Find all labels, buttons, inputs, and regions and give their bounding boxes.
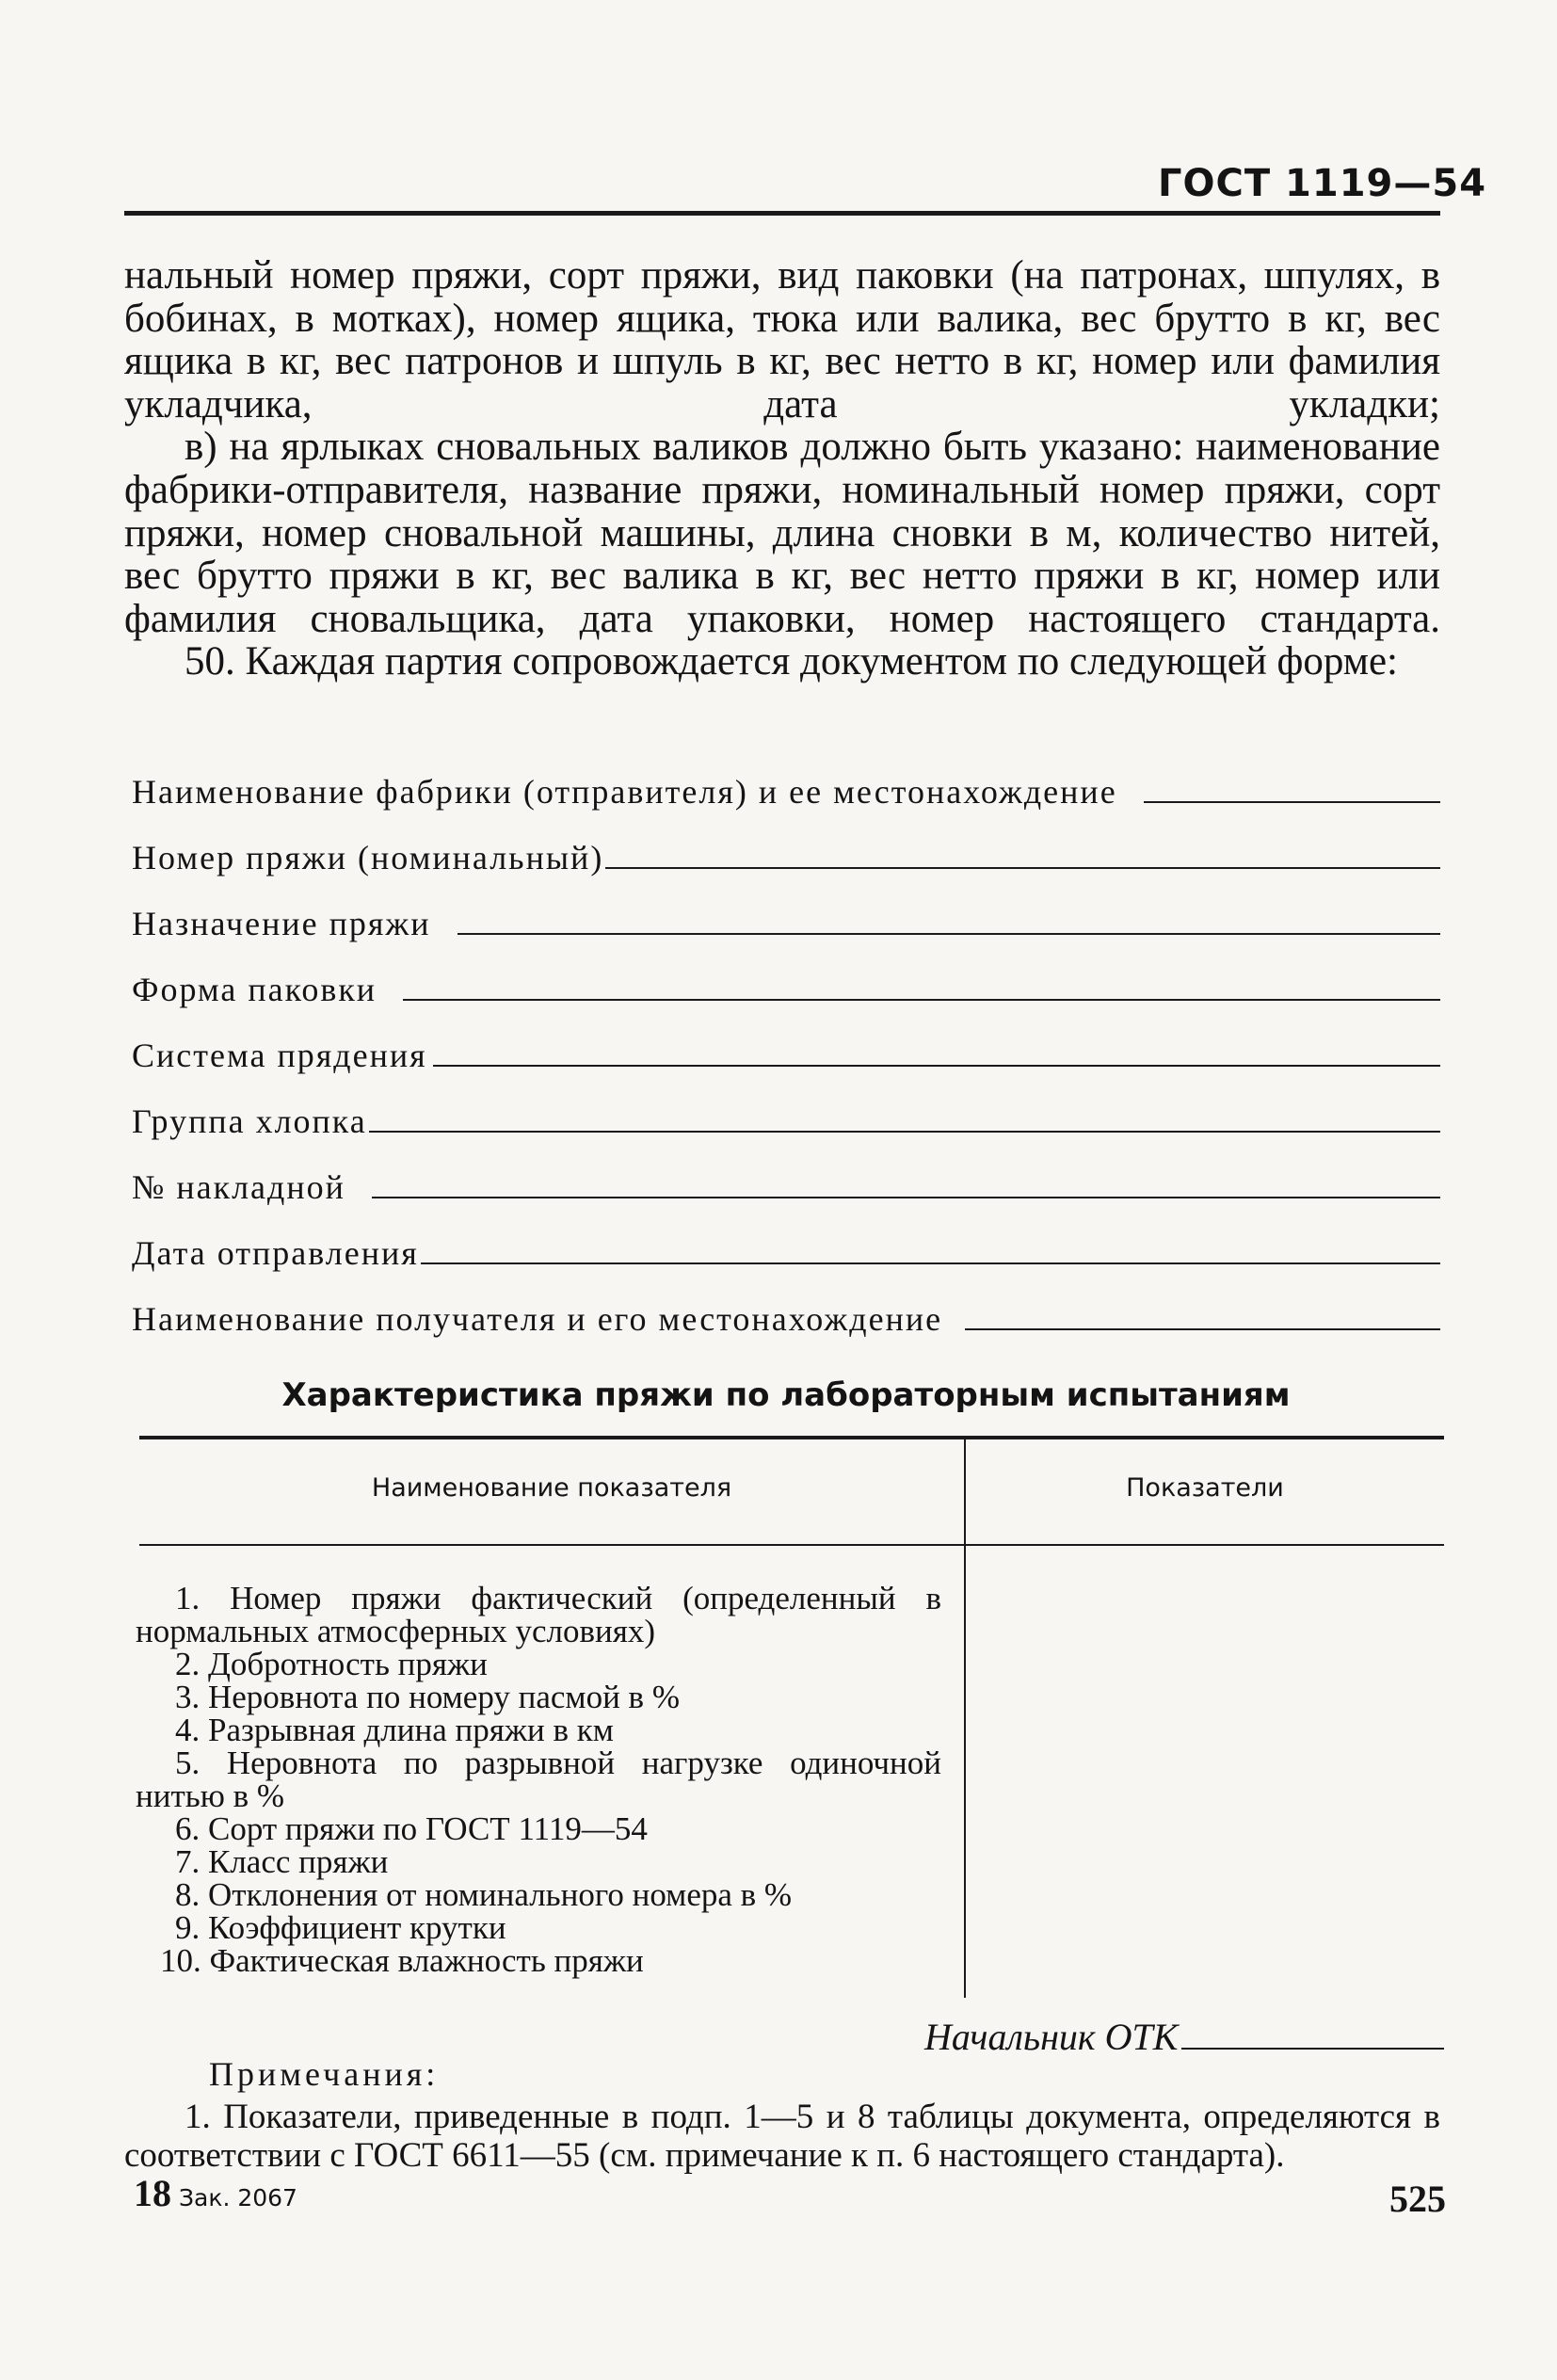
form-row [132,970,1440,1015]
signature-blank-line[interactable] [1181,2021,1444,2050]
form-label: Группа хлопка [132,1102,367,1140]
paragraph-item-v: в) на ярлыках сновальных валиков должно быть указано: наименование фабрики-отправителя, название пряжи, номинальный номер пряжи, сорт пряжи, номер сновальной машины, длина сновки в м, количество нитей, вес брутто пряжи в кг, вес валика в кг, вес нетто пряжи в кг, номер или фамилия сновальщика, дата упаковки, номер настоящего стандарта. [124,425,1440,641]
table-title: Характеристика пряжи по лабораторным испытаниям [281,1376,1291,1414]
form-blank-line[interactable] [965,1304,1440,1330]
sheet-number: 18 [134,2172,171,2214]
table-header-rule [139,1544,1444,1546]
footer-print-info [134,2171,297,2215]
table-row: 3. Неровнота по номеру пасмой в % [175,1679,680,1715]
form-label: Назначение пряжи [132,905,431,942]
header-rule [124,211,1440,216]
notes-body [124,2098,1440,2175]
order-number: Зак. 2067 [179,2184,297,2211]
table-row: 4. Разрывная длина пряжи в км [175,1712,614,1748]
column-header-indicator-name: Наименование показателя [371,1473,732,1503]
page-number: 525 [1389,2178,1446,2220]
form-row [132,1167,1440,1213]
form-row [132,1299,1440,1344]
form-blank-line[interactable] [403,974,1440,1001]
form-row [132,772,1440,817]
form-blank-line[interactable] [369,1106,1440,1133]
table-row: 6. Сорт пряжи по ГОСТ 1119—54 [175,1810,648,1847]
form-label: Форма паковки [132,971,377,1008]
table-row: 2. Добротность пряжи [175,1646,488,1682]
form-row [132,1036,1440,1081]
body-text [124,254,1440,683]
form-blank-line[interactable] [421,1238,1440,1264]
form-label: № накладной [132,1168,345,1206]
table-row: 9. Коэффициент крутки [175,1909,506,1946]
form-blank-line[interactable] [457,909,1440,935]
paragraph-50: 50. Каждая партия сопровождается документом по следующей форме: [185,639,1398,684]
table-row: 7. Класс пряжи [175,1843,389,1880]
form-label: Номер пряжи (номинальный) [132,839,604,876]
form-row [132,1233,1440,1278]
form-blank-line[interactable] [433,1040,1440,1067]
form-blank-line[interactable] [1144,777,1440,803]
notes-heading: Примечания: [209,2055,440,2093]
form-blank-line[interactable] [605,843,1440,869]
signature-line [924,2015,1444,2059]
form-blank-line[interactable] [372,1172,1440,1198]
form-row [132,1102,1440,1147]
form-row [132,904,1440,949]
standard-header: ГОСТ 1119—54 [1158,162,1487,205]
form-label: Дата отправления [132,1234,419,1272]
table-indicator-list [136,1582,941,1977]
table-top-rule [139,1436,1444,1439]
note-item: 1. Показатели, приведенные в подп. 1—5 и 8 таблицы документа, определяются в соответствии с ГОСТ 6611—55 (см. примечание к п. 6 настоящего стандарта). [124,2098,1440,2175]
table-column-divider [964,1439,966,1998]
table-row: 1. Номер пряжи фактический (определенный в нормальных атмосферных условиях) [136,1580,941,1649]
table-row: 8. Отклонения от номинального номера в % [175,1876,793,1913]
table-row: 5. Неровнота по разрывной нагрузке одиночной нитью в % [136,1745,941,1814]
form-label: Наименование получателя и его местонахождение [132,1300,943,1338]
form-row [132,838,1440,883]
paragraph-continuation: нальный номер пряжи, сорт пряжи, вид паковки (на патронах, шпулях, в бобинах, в мотках), номер ящика, тюка или валика, вес брутто в кг, вес ящика в кг, вес патронов и шпуль в кг, вес нетто в кг, номер или фамилия укладчика, дата укладки; [124,253,1440,426]
column-header-values: Показатели [1126,1473,1284,1503]
signature-label: Начальник ОТК [924,2016,1179,2058]
form-label: Система прядения [132,1037,427,1074]
form-label: Наименование фабрики (отправителя) и ее местонахождение [132,773,1117,811]
table-row: 10. Фактическая влажность пряжи [160,1942,644,1979]
